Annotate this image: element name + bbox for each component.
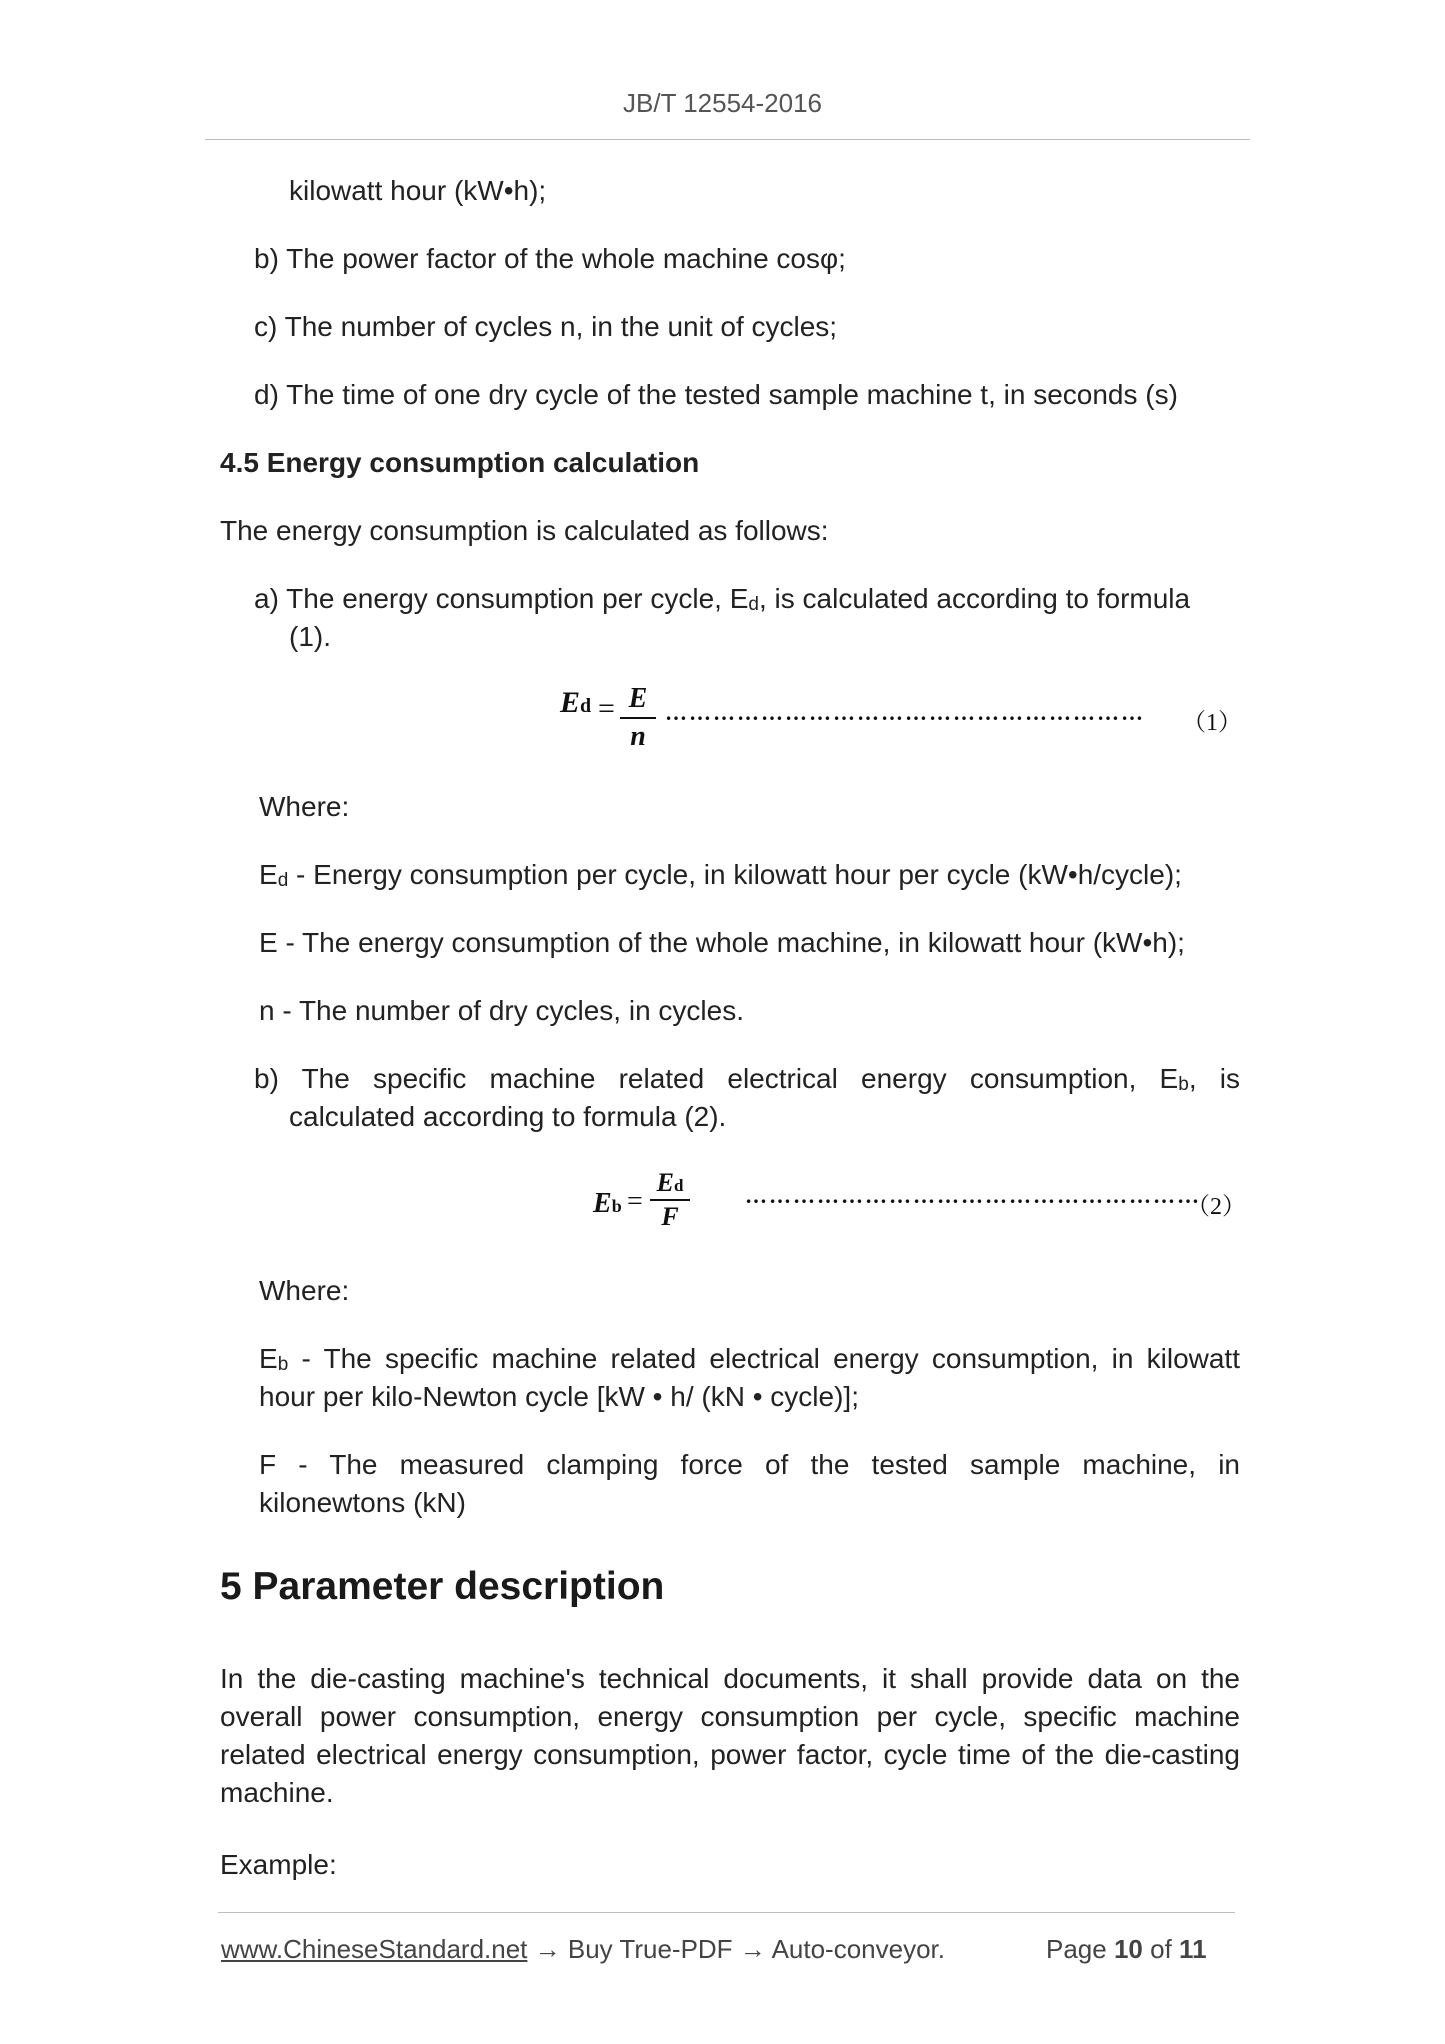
where-2-f-line2: kilonewtons (kN) [259, 1487, 466, 1518]
formula-2-numerator-sub: d [673, 1176, 684, 1195]
formula-1-number: （1） [1182, 710, 1242, 736]
section-5-paragraph: In the die-casting machine's technical documents, it shall provide data on the overall power consumption, energy consumption per cycle, specific machine related electrical energy consumption, power factor, cycle time of the die-casting machine. [220, 1663, 1240, 1808]
formula-1-denominator: n [630, 721, 646, 752]
formula-2-lhs [593, 1188, 622, 1220]
footer-of-label: of [1150, 1934, 1172, 1964]
formula-1-lhs-sub: d [580, 695, 592, 717]
where-2-f-line1: F - The measured clamping force of the tested sample machine, in [259, 1449, 1240, 1480]
where-1-n-def: n - The number of dry cycles, in cycles. [259, 995, 744, 1026]
header-title: JB/T 12554-2016 [623, 88, 822, 118]
list-item-c: c) The number of cycles n, in the unit of cycles; [254, 311, 838, 342]
where-1-ed-sub: d [277, 870, 289, 891]
item-a-text-post: , is calculated according to formula [758, 583, 1191, 614]
item-a-sub: d [748, 594, 759, 615]
where-1-ed-def [259, 856, 1182, 900]
formula-2-leader-dots: ………………………………………………… [745, 1183, 1201, 1208]
formula-2-lhs-sub: b [611, 1196, 622, 1216]
footer-page-number: 10 [1113, 1934, 1143, 1964]
footer-site-link[interactable]: www.ChineseStandard.net [221, 1934, 528, 1964]
formula-1-numerator: E [628, 683, 648, 714]
where-2-eb-line2: hour per kilo-Newton cycle [kW • h/ (kN • cycle)]; [259, 1381, 859, 1412]
formula-1-lhs-symbol: E [560, 686, 581, 719]
section-4-5-heading: 4.5 Energy consumption calculation [220, 447, 700, 478]
formula-1-equals: = [598, 692, 615, 725]
list-item-b: b) The power factor of the whole machine cosφ; [254, 243, 846, 274]
formula-2-lhs-symbol: E [593, 1188, 612, 1219]
list-item-d: d) The time of one dry cycle of the tested sample machine t, in seconds (s) [254, 379, 1178, 410]
formula-2-equals: = [627, 1186, 643, 1217]
footer-page-indicator [1046, 1934, 1207, 1965]
formula-1-lhs [560, 686, 591, 720]
item-a-line1 [254, 580, 1190, 624]
section-5-heading: 5 Parameter description [220, 1565, 665, 1608]
footer-page-total: 11 [1179, 1934, 1207, 1964]
where-1-ed-symbol: E [259, 859, 278, 890]
item-b-sub: b [1178, 1074, 1189, 1095]
formula-1-fraction-bar [620, 717, 656, 719]
header-divider [205, 139, 1250, 140]
section-4-5-intro: The energy consumption is calculated as follows: [220, 515, 829, 546]
item-b-line2: calculated according to formula (2). [289, 1101, 727, 1132]
formula-1-leader-dots: …………………………………………………… [665, 700, 1145, 725]
section-5-example-label: Example: [220, 1849, 337, 1880]
where-1-e-def: E - The energy consumption of the whole machine, in kilowatt hour (kW•h); [259, 927, 1185, 958]
item-a-line2: (1). [289, 621, 331, 652]
formula-2-numerator [650, 1168, 690, 1198]
footer-page-label: Page [1046, 1934, 1107, 1964]
where-2-eb-symbol: E [259, 1343, 278, 1374]
footer-links [221, 1934, 945, 1965]
footer-link-trail: → Buy True-PDF → Auto-conveyor. [527, 1934, 946, 1964]
item-a-text-pre: a) The energy consumption per cycle, E [254, 583, 749, 614]
where-1-ed-text: - Energy consumption per cycle, in kilowatt hour per cycle (kW•h/cycle); [288, 859, 1182, 890]
where-2-eb-text: - The specific machine related electrical energy consumption, in kilowatt [288, 1343, 1240, 1374]
formula-2-fraction-bar [650, 1199, 690, 1201]
formula-2-fraction [650, 1168, 690, 1232]
formula-2-number: （2） [1186, 1194, 1246, 1220]
footer-divider [218, 1912, 1235, 1913]
list-item-a-tail: kilowatt hour (kW•h); [289, 175, 547, 206]
item-b-text-post: , is [1188, 1063, 1240, 1094]
formula-1-fraction [620, 683, 656, 753]
item-b-text-pre: b) The specific machine related electrical energy consumption, E [254, 1063, 1179, 1094]
where-1-label: Where: [259, 791, 350, 822]
where-2-label: Where: [259, 1275, 350, 1306]
formula-2-numerator-symbol: E [656, 1168, 674, 1197]
where-2-eb-sub: b [277, 1354, 289, 1375]
formula-2-denominator: F [661, 1202, 679, 1231]
